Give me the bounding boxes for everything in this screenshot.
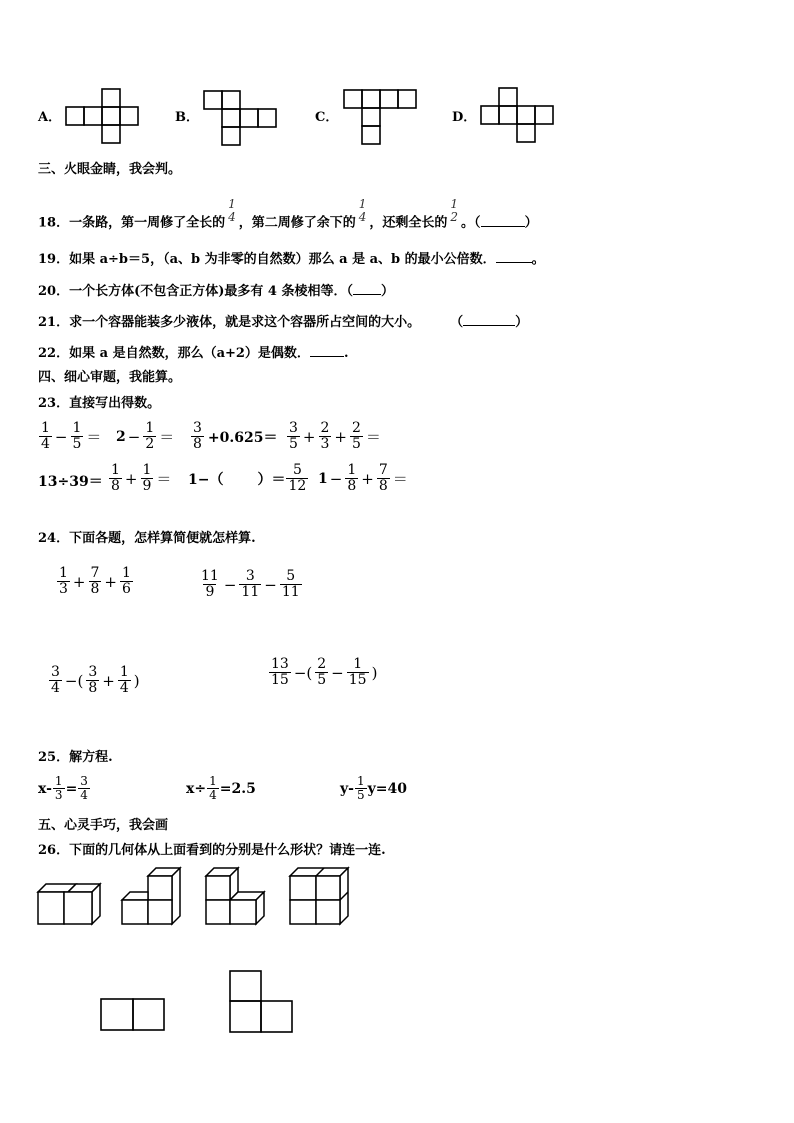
option-b-label: B． [175, 110, 199, 125]
q23-expr-1: $\frac{1}{4}$ − $\frac{1}{5}$ ＝ [41, 420, 102, 452]
q23-expr-5: 13÷39＝ [38, 474, 103, 490]
option-a-net [66, 88, 142, 144]
question-23-title: 23．直接写出得数。 [38, 396, 161, 411]
section-4-heading: 四、细心审题，我能算。 [38, 370, 182, 385]
option-b-net [204, 90, 280, 146]
q25-equation-3: y- $\frac{1}{5}$ y=40 [340, 774, 407, 802]
question-24-title: 24．下面各题，怎样算简便就怎样算. [38, 531, 256, 546]
q24-expr-2: $\frac{11}{9}$ − $\frac{3}{11}$ − $\frac{5}{11}$ [201, 568, 300, 600]
answer-blank-22[interactable] [310, 344, 344, 357]
top-view-l-shape [229, 970, 295, 1034]
q23-expr-8: 1 − $\frac{1}{8}$ + $\frac{7}{8}$ ＝ [318, 462, 408, 494]
answer-blank-19[interactable] [496, 250, 532, 263]
solid-figure-1 [38, 882, 102, 928]
option-d-label: D． [452, 110, 477, 125]
solid-figure-3 [206, 866, 270, 928]
q23-expr-2: 2 − $\frac{1}{2}$ ＝ [116, 420, 175, 452]
top-view-two-squares [100, 998, 166, 1032]
q24-expr-1: $\frac{1}{3}$ + $\frac{7}{8}$ + $\frac{1}{6}$ [59, 565, 131, 597]
question-19: 19．如果 a÷b＝5，（a、b 为非零的自然数）那么 a 是 a、b 的最小公倍数． 。 [38, 252, 545, 267]
question-20: 20．一个长方体(不包含正方体)最多有 4 条棱相等．（ ） [38, 284, 395, 299]
q25-equation-1: x- $\frac{1}{3}$ = $\frac{3}{4}$ [38, 774, 88, 802]
q23-expr-4: $\frac{3}{5}$ + $\frac{2}{3}$ + $\frac{2}{5}$ ＝ [289, 420, 381, 452]
answer-blank-18[interactable] [481, 214, 525, 227]
question-22: 22．如果 a 是自然数，那么（a+2）是偶数． . [38, 346, 349, 361]
option-d-net [481, 87, 557, 145]
q23-expr-7: 1−（ ）＝ $\frac{5}{12}$ [188, 462, 307, 494]
q25-equation-2: x÷ $\frac{1}{4}$ =2.5 [186, 774, 256, 802]
section-5-heading: 五、心灵手巧，我会画 [38, 818, 169, 833]
q24-expr-3: $\frac{3}{4}$ −( $\frac{3}{8}$ + $\frac{1}{4}$ ) [51, 664, 140, 696]
question-21: 21．求一个容器能装多少液体，就是求这个容器所占空间的大小。 （ ） [38, 315, 529, 330]
answer-blank-21[interactable] [463, 313, 515, 326]
q23-expr-6: $\frac{1}{8}$ + $\frac{1}{9}$ ＝ [111, 462, 172, 494]
q23-expr-3: $\frac{3}{8}$ +0.625＝ [193, 420, 278, 452]
option-a-label: A． [38, 110, 62, 125]
q24-expr-4: $\frac{13}{15}$ −( $\frac{2}{5}$ − $\frac{1}{15}$ ) [271, 656, 378, 688]
question-18: 18．一条路，第一周修了全长的 1 4 ，第二周修了余下的 1 4 ，还剩全长的 1 2 。（ ） [38, 197, 538, 231]
section-3-heading: 三、火眼金睛，我会判。 [38, 162, 182, 177]
answer-blank-20[interactable] [353, 282, 381, 295]
option-c-label: C． [315, 110, 339, 125]
solid-figure-2 [122, 866, 186, 928]
solid-figure-4 [290, 866, 354, 928]
option-c-net [344, 89, 420, 147]
question-25-title: 25．解方程. [38, 750, 113, 765]
question-26-title: 26．下面的几何体从上面看到的分别是什么形状？请连一连. [38, 843, 386, 858]
